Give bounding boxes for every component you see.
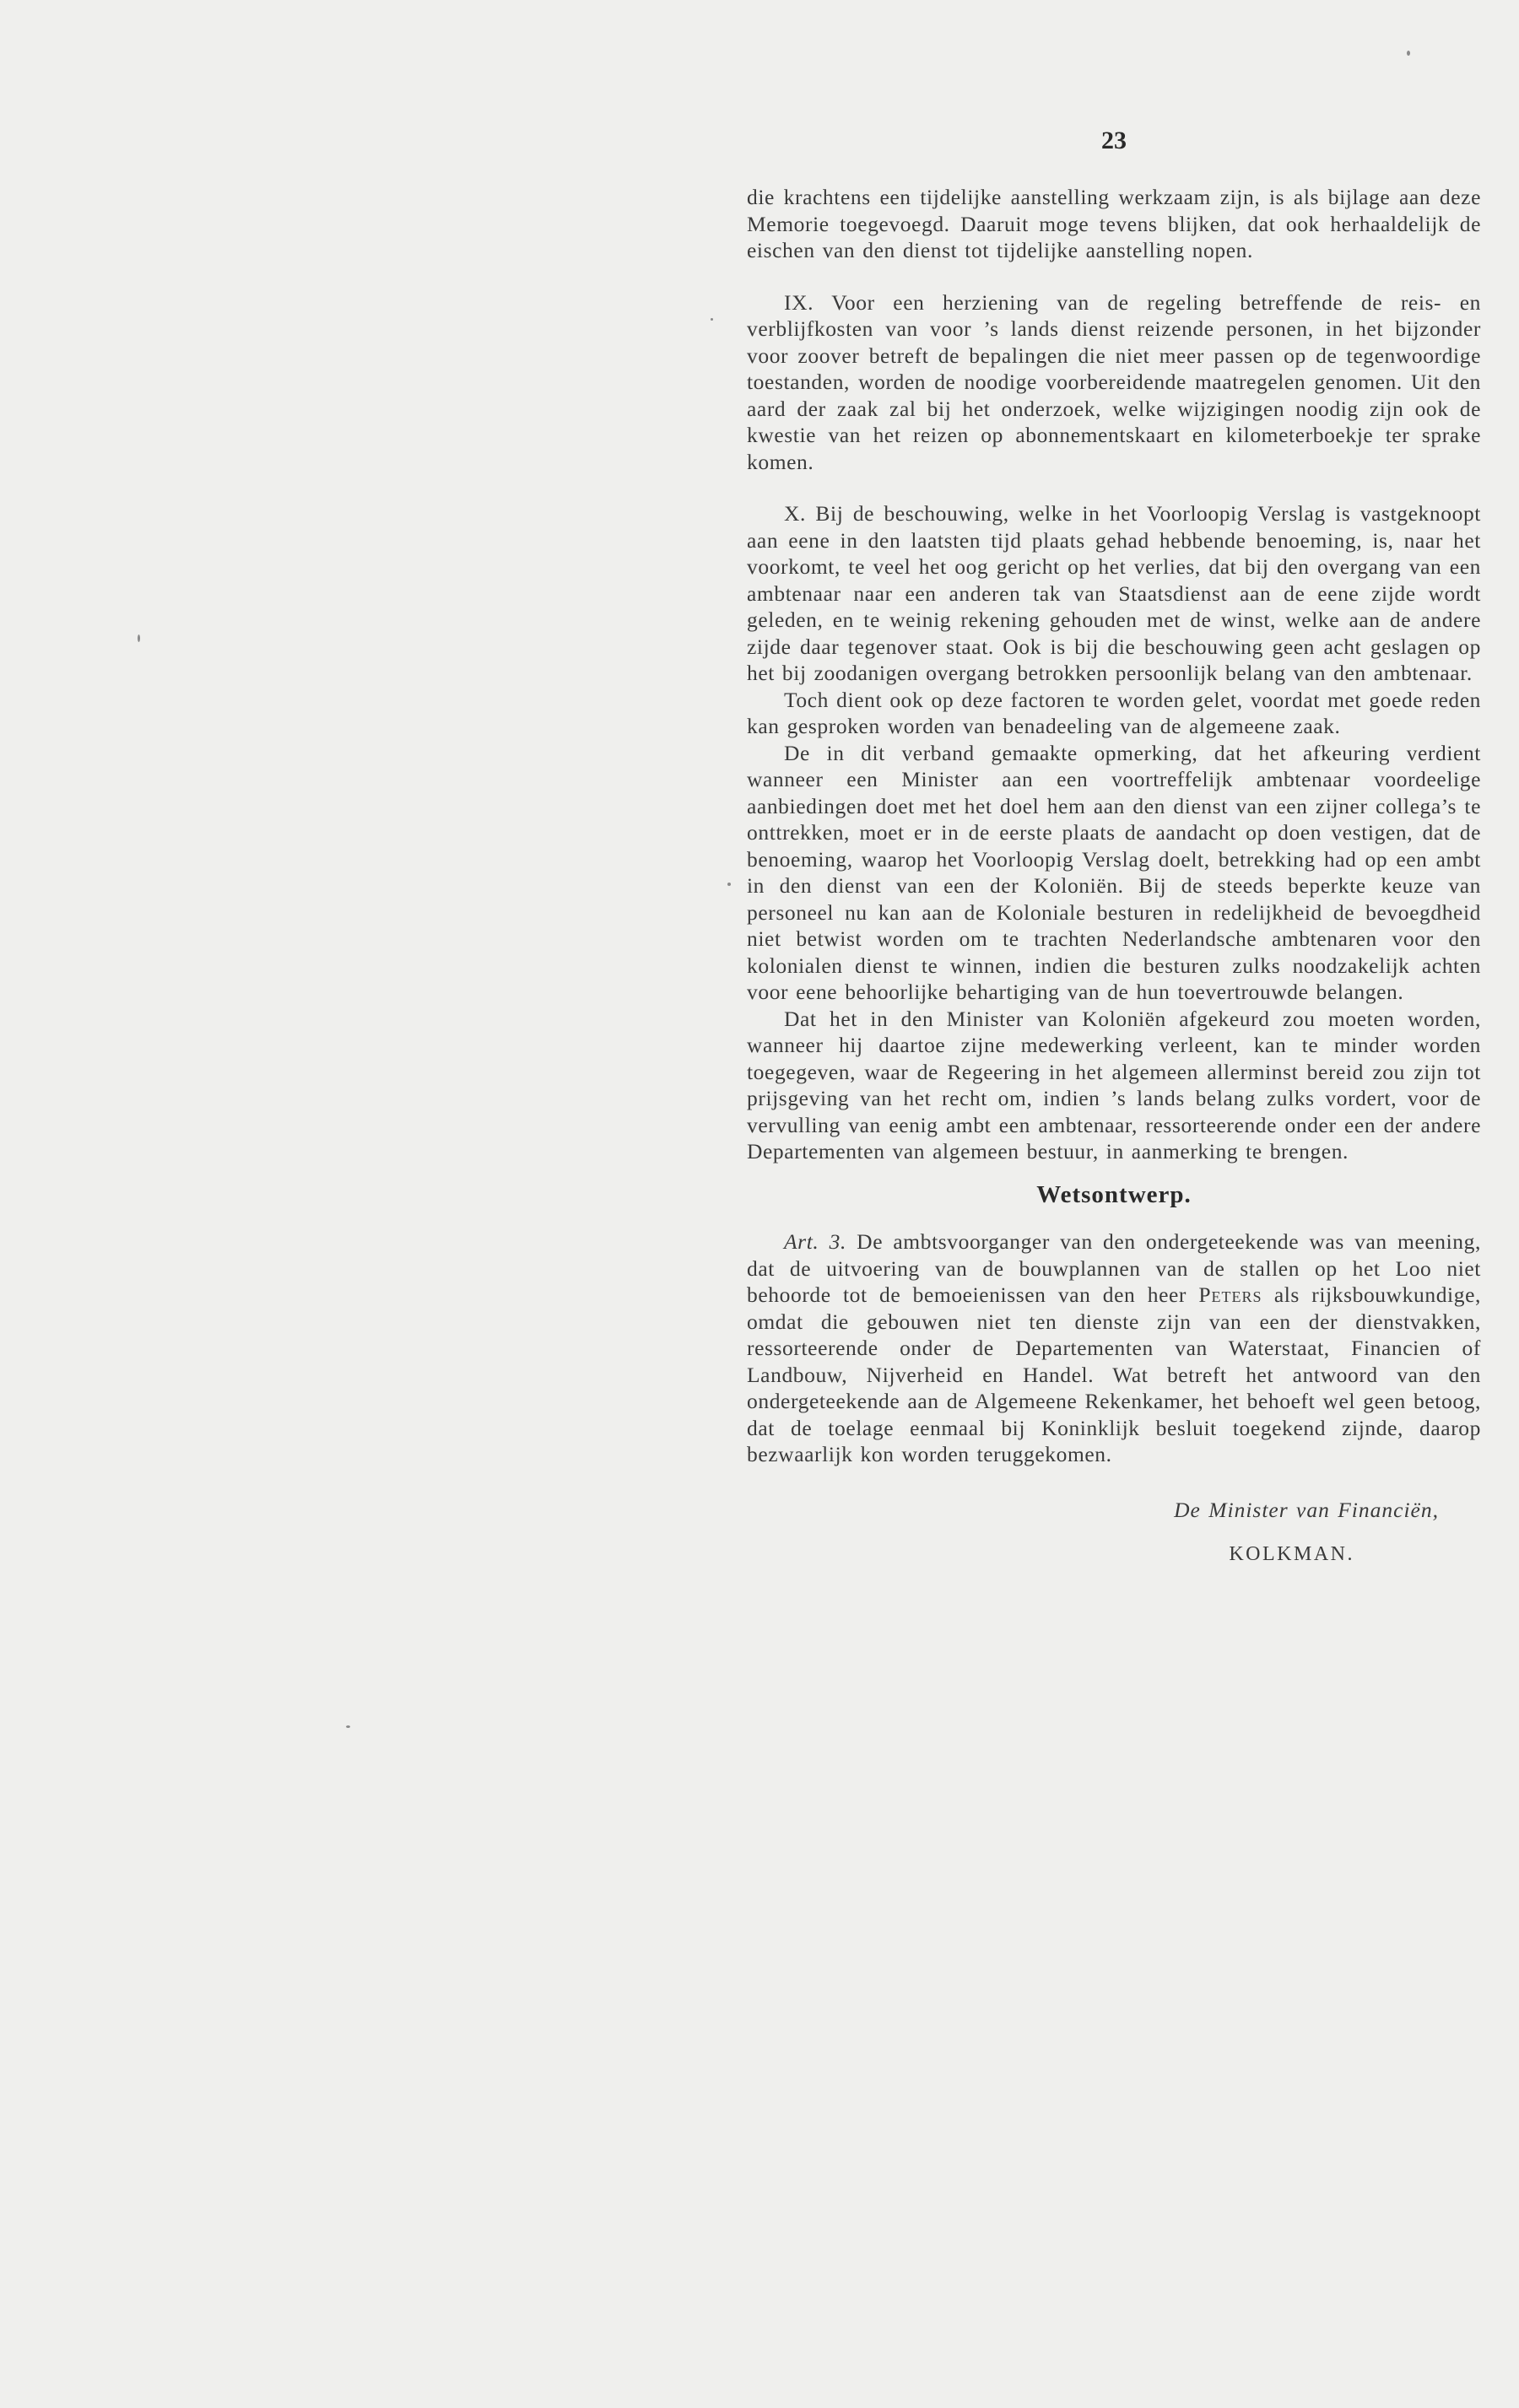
section-heading: Wetsontwerp. bbox=[1036, 1180, 1192, 1208]
section-x-paragraph-3: De in dit verband gemaakte opmerking, dat het afkeuring verdient wanneer een Minister aan een voortreffelijk ambtenaar voordeelige aanbiedingen doet met het doel hem aan den dienst van een zijner collega’s te onttrekken, moet er in de eerste plaats de aandacht op doen vestigen, dat de benoeming, waarop het Voorloopig Verslag doelt, betrekking had op een ambt in den dienst van een der Koloniën. Bij de steeds beperkte keuze van personeel nu kan aan de Koloniale besturen in redelijkheid de bevoegdheid niet betwist worden om te trachten Nederlandsche ambtenaren voor den kolonialen dienst te winnen, indien die besturen zulks noodzakelijk achten voor eene behoorlijke behartiging van de hun toevertrouwde belangen. bbox=[747, 740, 1481, 1004]
section-ix-paragraph: IX. Voor een herziening van de regeling betreffende de reis- en verblijfkosten van voor ’s lands dienst reizende personen, in het bijzonder voor zoover betreft de bepalingen die niet meer passen op de tegenwoordige toestanden, worden de noodige voorbereidende maatregelen genomen. Uit den aard der zaak zal bij het onderzoek, welke wijzigingen noodig zijn ook de kwestie van het reizen op abonnementskaart en kilometerboekje ter sprake komen. bbox=[747, 289, 1481, 474]
section-x-paragraph-2: Toch dient ook op deze factoren te worden gelet, voordat met goede reden kan gesproken worden van benadeeling van de algemeene zaak. bbox=[747, 687, 1481, 738]
scan-speck bbox=[138, 634, 140, 642]
page-number: 23 bbox=[1101, 127, 1127, 154]
scan-speck bbox=[711, 318, 713, 321]
text-column bbox=[747, 184, 1481, 1568]
intro-paragraph: die krachtens een tijdelijke aanstelling werkzaam zijn, is als bijlage aan deze Memorie toegevoegd. Daaruit moge tevens blijken, dat ook herhaaldelijk de eischen van den dienst tot tijdelijke aanstelling nopen. bbox=[747, 185, 1481, 262]
article-text-after: als rijksbouwkundige, omdat die gebouwen niet ten dienste zijn van een der dienstvakken, ressorteerende onder de Departementen van Waterstaat, Financien of Landbouw, Nijverheid en Handel. Wat betreft het antwoord van den ondergeteekende aan de Algemeene Rekenkamer, het behoeft wel geen betoog, dat de toelage eenmaal bij Koninklijk besluit toegekend zijnde, daarop bezwaarlijk kon worden teruggekomen. bbox=[747, 1282, 1481, 1466]
section-x-paragraph-4: Dat het in den Minister van Koloniën afgekeurd zou moeten worden, wanneer hij daartoe zijne medewerking verleent, kan te minder worden toegegeven, waar de Regeering in het algemeen allerminst bereid zou zijn tot prijsgeving van het recht om, indien ’s lands belang zulks vordert, voor de vervulling van eenig ambt een ambtenaar, ressorteerende onder een der andere Departementen van algemeen bestuur, in aanmerking te brengen. bbox=[747, 1006, 1481, 1164]
scan-speck bbox=[346, 1725, 350, 1728]
signature-name: KOLKMAN. bbox=[1229, 1543, 1354, 1565]
article-label: Art. 3. bbox=[784, 1229, 846, 1254]
section-x-paragraph-1: X. Bij de beschouwing, welke in het Voorloopig Verslag is vastgeknoopt aan eene in den laatsten tijd plaats gehad hebbende benoeming, is, naar het voorkomt, te veel het oog gericht op het verlies, dat bij den overgang van een ambtenaar naar een anderen tak van Staatsdienst aan de eene zijde wordt geleden, en te weinig rekening gehouden met de winst, welke aan de andere zijde daar tegenover staat. Ook is bij die beschouwing geen acht geslagen op het bij zoodanigen overgang betrokken persoonlijk belang van den ambtenaar. bbox=[747, 501, 1481, 685]
article-name: Peters bbox=[1198, 1282, 1262, 1307]
section-gap bbox=[747, 264, 1481, 289]
scan-speck bbox=[1407, 51, 1410, 56]
signature-title: De Minister van Financiën, bbox=[1174, 1497, 1439, 1522]
article-text-before: De ambtsvoorganger van den ondergeteekende was van meening, dat de uitvoering van de bouwplannen van de stallen op het Loo niet behoorde tot de bemoeienissen van den heer bbox=[747, 1229, 1481, 1307]
article-paragraph bbox=[747, 1228, 1481, 1468]
section-gap bbox=[747, 475, 1481, 500]
scan-speck bbox=[727, 883, 731, 886]
